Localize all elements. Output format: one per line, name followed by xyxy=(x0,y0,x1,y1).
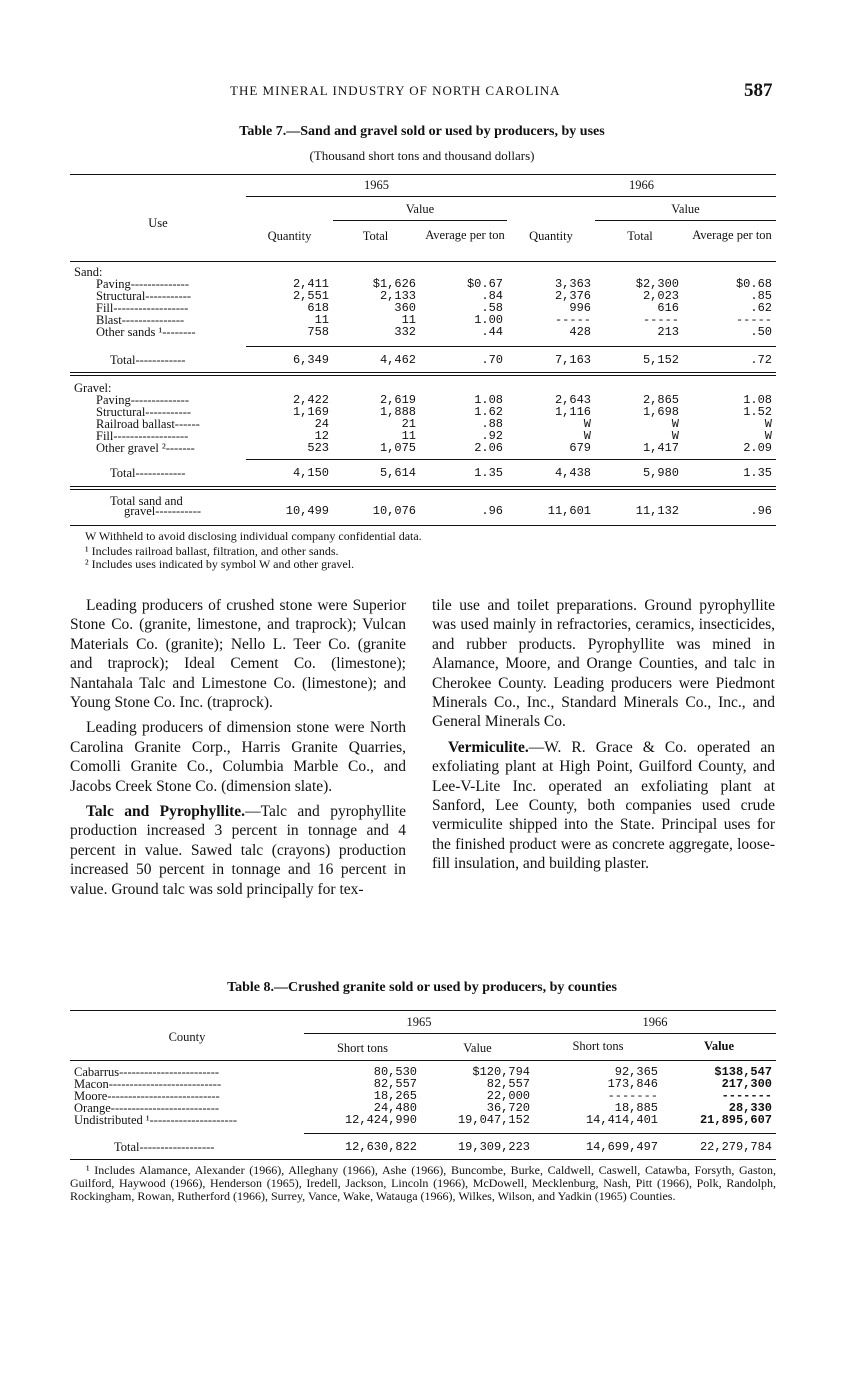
table7-total2: Total xyxy=(627,229,653,243)
table-row: Total------------------ 12,630,822 19,309,223 14,699,497 22,279,784 xyxy=(70,1141,776,1153)
cell: 2,551 xyxy=(292,289,329,303)
cell: .44 xyxy=(481,325,503,339)
cell: 14,414,401 xyxy=(585,1113,658,1127)
cell: 3,363 xyxy=(554,277,591,291)
table8-short-tons-1: Short tons xyxy=(336,1041,389,1055)
note-1: ¹ Includes railroad ballast, filtration, and other sands. xyxy=(85,544,339,558)
table8-year1: 1965 xyxy=(406,1015,432,1029)
right-column xyxy=(432,596,775,880)
table7-gravel-subtotal-rule xyxy=(246,459,776,460)
cell: 2.09 xyxy=(743,441,772,455)
cell: 360 xyxy=(394,301,416,315)
cell: 5,152 xyxy=(642,353,679,367)
cell: $120,794 xyxy=(472,1065,530,1079)
table-row: Fill------------------ 12 11 .92 W W W xyxy=(70,430,776,442)
cell: 12,424,990 xyxy=(344,1113,417,1127)
table7-avg2: Average per ton xyxy=(692,228,772,242)
cell: $0.68 xyxy=(735,277,772,291)
cell: .85 xyxy=(750,289,772,303)
table7-sand-total xyxy=(70,354,776,366)
cell: .70 xyxy=(481,353,503,367)
cell: .72 xyxy=(750,353,772,367)
table7-notes xyxy=(85,530,775,571)
row-label: Total xyxy=(110,466,136,480)
table7-year1: 1965 xyxy=(364,178,389,192)
cell: 2,411 xyxy=(292,277,329,291)
table-row: Macon--------------------------- 82,557 82,557 173,846 217,300 xyxy=(70,1078,776,1090)
paragraph-vermiculite xyxy=(432,738,775,874)
cell: W xyxy=(583,417,591,431)
table8-header-rule xyxy=(70,1060,776,1061)
cell: 5,980 xyxy=(642,466,679,480)
table-row: Fill------------------ 618 360 .58 996 616 .62 xyxy=(70,302,776,314)
row-label: Total xyxy=(110,353,136,367)
table7-subtotal-rule xyxy=(246,346,776,347)
cell: 217,300 xyxy=(721,1077,772,1091)
vermiculite-body: —W. R. Grace & Co. operated an exfoliating plant at High Point, Guilford County, and Lee-V-Lite Inc. operated an exfoliating plant at Sanford, Lee County, both companies used crude vermiculite shipped into the State. Principal uses for the finished product were as concrete aggregate, loose-fill insulation, and building plaster. xyxy=(432,738,775,873)
cell: 12,630,822 xyxy=(344,1140,417,1154)
table8-title: Table 8.—Crushed granite sold or used by producers, by counties xyxy=(227,980,617,995)
cell: W xyxy=(671,429,679,443)
cell: 11 xyxy=(401,313,416,327)
gravel-label: Gravel: xyxy=(74,381,112,395)
cell: 18,885 xyxy=(614,1101,658,1115)
table-row: Total------------ 6,349 4,462 .70 7,163 5,152 .72 xyxy=(70,354,776,366)
cell: 36,720 xyxy=(486,1101,530,1115)
cell: 11,601 xyxy=(547,504,591,518)
row-label: Paving xyxy=(96,277,131,291)
row-label: Other sands ¹ xyxy=(96,325,163,339)
table7-double-rule-d xyxy=(70,489,776,490)
table7-avg1: Average per ton xyxy=(425,228,505,242)
cell: .92 xyxy=(481,429,503,443)
table7-quantity1: Quantity xyxy=(267,229,312,243)
cell: 80,530 xyxy=(373,1065,417,1079)
table7-value-rule-1965 xyxy=(333,220,507,221)
cell: 1.52 xyxy=(743,405,772,419)
cell: 758 xyxy=(307,325,329,339)
cell: $2,300 xyxy=(635,277,679,291)
note-w: W Withheld to avoid disclosing individual company confidential data. xyxy=(85,529,422,543)
table8-subtotal-rule xyxy=(304,1133,776,1134)
cell: 11,132 xyxy=(635,504,679,518)
cell: 24,480 xyxy=(373,1101,417,1115)
table8-county-header: County xyxy=(168,1030,206,1044)
row-label: Structural xyxy=(96,289,146,303)
table7-year2: 1966 xyxy=(629,178,654,192)
table7-double-rule-b xyxy=(70,375,776,376)
row-label: gravel xyxy=(124,504,156,518)
cell: 5,614 xyxy=(379,466,416,480)
row-label: Blast xyxy=(96,313,122,327)
cell: 22,279,784 xyxy=(699,1140,772,1154)
table7-double-rule-a xyxy=(70,372,776,373)
cell: .58 xyxy=(481,301,503,315)
paragraph-dimension-stone: Leading producers of dimension stone were North Carolina Granite Corp., Harris Granite Quarries, Comolli Granite Co., Columbia Marble Co., and Jacobs Creek Stone Co. (dimension slate). xyxy=(70,719,406,795)
cell: 679 xyxy=(569,441,591,455)
cell: 1,116 xyxy=(554,405,591,419)
table7-value-rule-1966 xyxy=(595,220,776,221)
cell: 2,643 xyxy=(554,393,591,407)
cell: ----- xyxy=(554,313,591,327)
row-label: Railroad ballast xyxy=(96,417,175,431)
cell: $0.67 xyxy=(466,277,503,291)
table8-body xyxy=(70,1066,776,1126)
cell: 213 xyxy=(657,325,679,339)
row-label: Macon xyxy=(74,1077,109,1091)
table8-value-2: Value xyxy=(703,1039,735,1053)
sand-label: Sand: xyxy=(74,265,103,279)
table-row: Railroad ballast------ 24 21 .88 W W W xyxy=(70,418,776,430)
cell: 173,846 xyxy=(607,1077,658,1091)
cell: 1,169 xyxy=(292,405,329,419)
cell: 2,422 xyxy=(292,393,329,407)
paragraph-crushed-stone: Leading producers of crushed stone were Superior Stone Co. (granite, limestone, and traprock); Vulcan Materials Co. (granite); Nello L. Teer Co. (granite and traprock); Ideal Cement Co. (limestone); Nantahala Talc and Limestone Co. (limestone); and Young Stone Co. Inc. (traprock). xyxy=(70,597,406,712)
table-row: Undistributed ¹--------------------- 12,424,990 19,047,152 14,414,401 21,895,607 xyxy=(70,1114,776,1126)
cell: .84 xyxy=(481,289,503,303)
cell: 28,330 xyxy=(728,1101,772,1115)
row-label: Structural xyxy=(96,405,146,419)
cell: 82,557 xyxy=(486,1077,530,1091)
cell: ------- xyxy=(721,1089,772,1103)
cell: 21,895,607 xyxy=(699,1113,772,1127)
cell: 6,349 xyxy=(292,353,329,367)
cell: .96 xyxy=(750,504,772,518)
cell: 1,417 xyxy=(642,441,679,455)
cell: 7,163 xyxy=(554,353,591,367)
cell: 1.00 xyxy=(474,313,503,327)
table7-top-rule xyxy=(70,174,776,175)
cell: 10,076 xyxy=(372,504,416,518)
table7-year-rule xyxy=(246,196,776,197)
cell: 428 xyxy=(569,325,591,339)
cell: 19,309,223 xyxy=(457,1140,530,1154)
table7-body xyxy=(70,266,776,338)
cell: ----- xyxy=(642,313,679,327)
table-row: Paving-------------- 2,422 2,619 1.08 2,643 2,865 1.08 xyxy=(70,394,776,406)
table7-subtitle: (Thousand short tons and thousand dollars) xyxy=(309,148,535,163)
running-header xyxy=(0,80,868,104)
table7-value1: Value xyxy=(405,202,435,216)
cell: 19,047,152 xyxy=(457,1113,530,1127)
table-row: Paving-------------- 2,411 $1,626 $0.67 3,363 $2,300 $0.68 xyxy=(70,278,776,290)
cell: 22,000 xyxy=(486,1089,530,1103)
cell: W xyxy=(764,417,772,431)
cell: 2.06 xyxy=(474,441,503,455)
table7-double-rule-c xyxy=(70,486,776,487)
cell: 18,265 xyxy=(373,1089,417,1103)
cell: 1.08 xyxy=(743,393,772,407)
cell: 92,365 xyxy=(614,1065,658,1079)
cell: 10,499 xyxy=(285,504,329,518)
row-label: Fill xyxy=(96,301,114,315)
cell: .62 xyxy=(750,301,772,315)
cell: .50 xyxy=(750,325,772,339)
table-row: Total------------ 4,150 5,614 1.35 4,438 5,980 1.35 xyxy=(70,467,776,479)
cell: 2,023 xyxy=(642,289,679,303)
table-row: Cabarrus------------------------ 80,530 $120,794 92,365 $138,547 xyxy=(70,1066,776,1078)
cell: 2,376 xyxy=(554,289,591,303)
cell: 616 xyxy=(657,301,679,315)
cell: 12 xyxy=(314,429,329,443)
left-column xyxy=(70,596,406,905)
cell: 1.62 xyxy=(474,405,503,419)
talc-heading: Talc and Pyrophyllite. xyxy=(86,803,246,821)
row-label: Total xyxy=(114,1140,140,1154)
table7-use-header: Use xyxy=(148,216,168,230)
cell: W xyxy=(583,429,591,443)
table8-bottom-rule xyxy=(70,1159,776,1160)
cell: 1.35 xyxy=(743,466,772,480)
cell: 2,865 xyxy=(642,393,679,407)
grand-total-label-1: Total sand and xyxy=(110,494,183,508)
cell: 332 xyxy=(394,325,416,339)
table-row: Structural----------- 1,169 1,888 1.62 1,116 1,698 1.52 xyxy=(70,406,776,418)
cell: 4,438 xyxy=(554,466,591,480)
cell: 11 xyxy=(314,313,329,327)
cell: 2,133 xyxy=(379,289,416,303)
table8-year2: 1966 xyxy=(642,1015,668,1029)
cell: 4,462 xyxy=(379,353,416,367)
row-label: Orange xyxy=(74,1101,111,1115)
talc-body: —Talc and pyrophyllite production increased 3 percent in tonnage and 4 percent in value. Sawed talc (crayons) production increased 50 percent in tonnage and 16 percent in value. Ground talc was sold principally for tex- xyxy=(70,803,406,898)
cell: .88 xyxy=(481,417,503,431)
table7-quantity2: Quantity xyxy=(529,229,573,243)
cell: 1,888 xyxy=(379,405,416,419)
row-label: Paving xyxy=(96,393,131,407)
table8-short-tons-2: Short tons xyxy=(572,1039,624,1053)
row-label: Cabarrus xyxy=(74,1065,120,1079)
row-label: Undistributed ¹ xyxy=(74,1113,150,1127)
cell: 2,619 xyxy=(379,393,416,407)
cell: 1.35 xyxy=(474,466,503,480)
paragraph-talc xyxy=(70,802,406,899)
table-row: gravel----------- 10,499 10,076 .96 11,601 11,132 .96 xyxy=(70,505,776,517)
cell: 24 xyxy=(314,417,329,431)
table8-total xyxy=(70,1141,776,1153)
table-row: Structural----------- 2,551 2,133 .84 2,376 2,023 .85 xyxy=(70,290,776,302)
table8-value-1: Value xyxy=(463,1041,492,1055)
table-row: Orange-------------------------- 24,480 36,720 18,885 28,330 xyxy=(70,1102,776,1114)
table-row: Other gravel ²------- 523 1,075 2.06 679 1,417 2.09 xyxy=(70,442,776,454)
table7-gravel-total xyxy=(70,467,776,479)
table7-bottom-rule xyxy=(70,525,776,526)
cell: $1,626 xyxy=(372,277,416,291)
table-row: Other sands ¹-------- 758 332 .44 428 213 .50 xyxy=(70,326,776,338)
cell: 11 xyxy=(401,429,416,443)
cell: W xyxy=(764,429,772,443)
row-label: Fill xyxy=(96,429,114,443)
cell: 21 xyxy=(401,417,416,431)
vermiculite-heading: Vermiculite. xyxy=(448,738,529,756)
cell: 1.08 xyxy=(474,393,503,407)
cell: W xyxy=(671,417,679,431)
page-number: 587 xyxy=(744,80,773,101)
table7-gravel xyxy=(70,382,776,454)
cell: 82,557 xyxy=(373,1077,417,1091)
table7-header-rule xyxy=(70,261,776,262)
cell: 523 xyxy=(307,441,329,455)
cell: ----- xyxy=(735,313,772,327)
cell: 4,150 xyxy=(292,466,329,480)
row-label: Other gravel ² xyxy=(96,441,166,455)
cell: 1,698 xyxy=(642,405,679,419)
cell: $138,547 xyxy=(714,1065,772,1079)
paragraph-pyrophyllite: tile use and toilet preparations. Ground pyrophyllite was used mainly in refractories, ceramics, insecticides, and rubber products. Pyrophyllite was mined in Alamance, Moore, and Orange Counties, and talc in Cherokee County. Leading producers were Piedmont Minerals Co., Inc., Standard Minerals Co., Inc., and General Minerals Co. xyxy=(432,597,775,731)
cell: 14,699,497 xyxy=(585,1140,658,1154)
table8-top-rule xyxy=(70,1010,776,1011)
cell: 1,075 xyxy=(379,441,416,455)
row-label: Moore xyxy=(74,1089,108,1103)
table-row: Blast--------------- 11 11 1.00 ----- ----- ----- xyxy=(70,314,776,326)
cell: .96 xyxy=(481,504,503,518)
cell: ------- xyxy=(607,1089,658,1103)
cell: 618 xyxy=(307,301,329,315)
table-row: Moore--------------------------- 18,265 22,000 ------- ------- xyxy=(70,1090,776,1102)
note-2: ² Includes uses indicated by symbol W and other gravel. xyxy=(85,557,355,571)
table8-note: ¹ Includes Alamance, Alexander (1966), Alleghany (1966), Ashe (1966), Buncombe, Burke, Caldwell, Caswell, Catawba, Forsyth, Gaston, Guilford, Haywood (1966), Henderson (1965), Iredell, Jackson, Lincoln (1966), McDowell, Mecklenburg, Nash, Pitt (1966), Polk, Randolph, Rockingham, Rowan, Rutherford (1966), Surrey, Vance, Wake, Watauga (1966), Wilkes, Wilson, and Yadkin (1965) Counties. xyxy=(70,1163,776,1203)
table8-year-rule xyxy=(304,1033,776,1034)
table7-title: Table 7.—Sand and gravel sold or used by producers, by uses xyxy=(239,124,605,139)
table7-total1: Total xyxy=(362,229,389,243)
running-title: THE MINERAL INDUSTRY OF NORTH CAROLINA xyxy=(230,83,561,98)
cell: 996 xyxy=(569,301,591,315)
table7-value2: Value xyxy=(671,202,700,216)
table7-grand-total xyxy=(70,505,776,517)
